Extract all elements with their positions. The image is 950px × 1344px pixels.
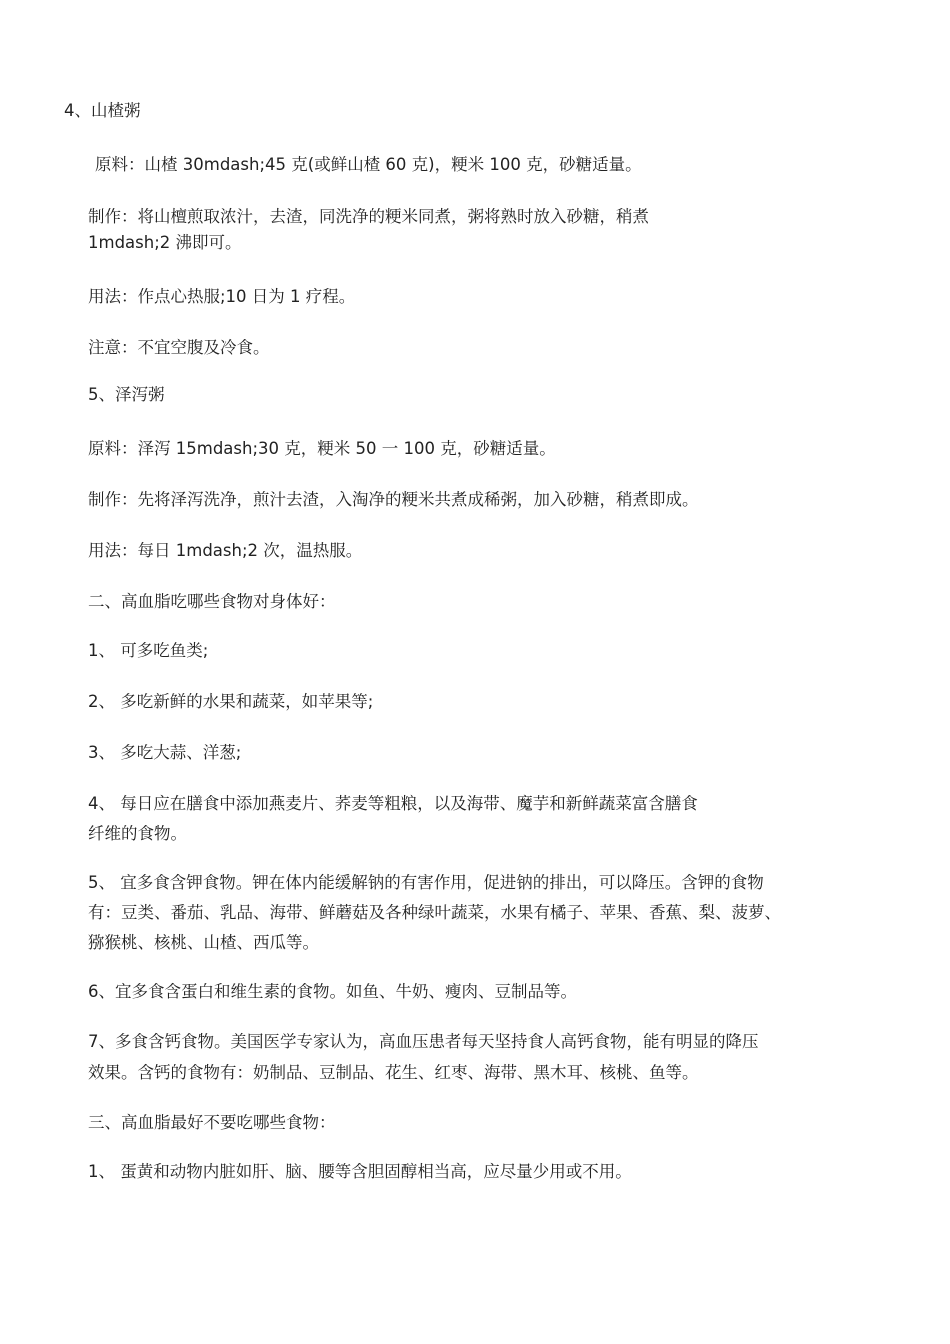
good-food-item-6: 6、宜多食含蛋白和维生素的食物。如鱼、牛奶、瘦肉、豆制品等。 bbox=[88, 982, 577, 1001]
alisma-ingredients: 原料：泽泻 15mdash;30 克，粳米 50 一 100 克，砂糖适量。 bbox=[88, 439, 556, 458]
good-food-item-4-line-2: 纤维的食物。 bbox=[88, 824, 187, 843]
heading-alisma-congee: 5、泽泻粥 bbox=[88, 385, 165, 404]
heading-hawthorn-congee: 4、山楂粥 bbox=[64, 101, 141, 120]
good-food-item-5-line-3: 猕猴桃、核桃、山楂、西瓜等。 bbox=[88, 933, 319, 952]
good-food-item-4-line-1: 4、 每日应在膳食中添加燕麦片、荞麦等粗粮，以及海带、魔芋和新鲜蔬菜富含膳食 bbox=[88, 794, 698, 813]
hawthorn-preparation-line-1: 制作：将山檀煎取浓汁，去渣，同洗净的粳米同煮，粥将熟时放入砂糖，稍煮 bbox=[88, 207, 649, 226]
hawthorn-usage: 用法：作点心热服;10 日为 1 疗程。 bbox=[88, 287, 356, 306]
good-food-item-7-line-2: 效果。含钙的食物有：奶制品、豆制品、花生、红枣、海带、黑木耳、核桃、鱼等。 bbox=[88, 1063, 699, 1082]
hawthorn-caution: 注意：不宜空腹及冷食。 bbox=[88, 338, 270, 357]
avoid-food-item-1: 1、 蛋黄和动物内脏如肝、脑、腰等含胆固醇相当高，应尽量少用或不用。 bbox=[88, 1162, 632, 1181]
good-food-item-1: 1、 可多吃鱼类; bbox=[88, 641, 209, 660]
good-food-item-7-line-1: 7、多食含钙食物。美国医学专家认为，高血压患者每天坚持食人高钙食物，能有明显的降压 bbox=[88, 1032, 759, 1051]
alisma-preparation: 制作：先将泽泻洗净，煎汁去渣，入淘净的粳米共煮成稀粥，加入砂糖，稍煮即成。 bbox=[88, 490, 699, 509]
good-food-item-5-line-2: 有：豆类、番茄、乳品、海带、鲜蘑菇及各种绿叶蔬菜，水果有橘子、苹果、香蕉、梨、菠萝、 bbox=[88, 903, 781, 922]
good-food-item-3: 3、 多吃大蒜、洋葱; bbox=[88, 743, 242, 762]
hawthorn-preparation-line-2: 1mdash;2 沸即可。 bbox=[88, 233, 242, 252]
section-three-heading: 三、高血脂最好不要吃哪些食物： bbox=[88, 1113, 336, 1132]
hawthorn-ingredients: 原料：山楂 30mdash;45 克(或鲜山楂 60 克)，粳米 100 克，砂糖适量。 bbox=[95, 155, 642, 174]
good-food-item-2: 2、 多吃新鲜的水果和蔬菜，如苹果等; bbox=[88, 692, 374, 711]
section-two-heading: 二、高血脂吃哪些食物对身体好： bbox=[88, 592, 336, 611]
good-food-item-5-line-1: 5、 宜多食含钾食物。钾在体内能缓解钠的有害作用，促进钠的排出，可以降压。含钾的食物 bbox=[88, 873, 764, 892]
alisma-usage: 用法：每日 1mdash;2 次，温热服。 bbox=[88, 541, 363, 560]
